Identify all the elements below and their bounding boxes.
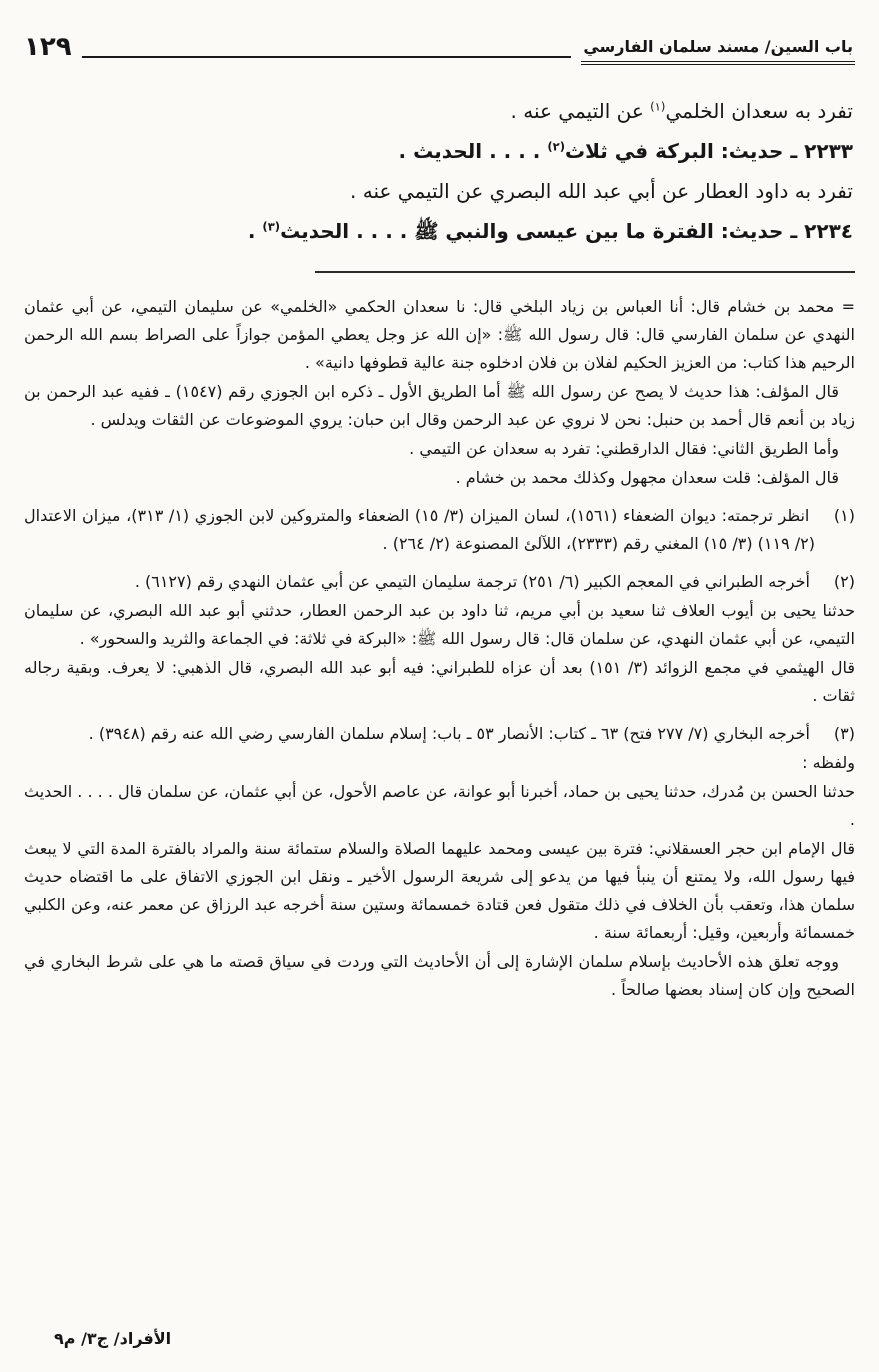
- footnote-paragraph: (٣) أخرجه البخاري (٧/ ٢٧٧ فتح) ٦٣ ـ كتاب: الأنصار ٥٣ ـ باب: إسلام سلمان الفارسي رضي الله عنه رقم (٣٩٤٨) .: [24, 720, 855, 748]
- footnote-paragraph: قال الهيثمي في مجمع الزوائد (٣/ ١٥١) بعد أن عزاه للطبراني: فيه أبو عبد الله البصري، قال الذهبي: لا يعرف. وبقية رجاله ثقات .: [24, 658, 856, 705]
- footnote-paragraph: ولفظه :: [802, 753, 855, 772]
- text-segment: ٢٢٣٣ ـ حديث: البركة في ثلاث: [565, 139, 853, 163]
- footnote-ref: (٣): [262, 219, 281, 234]
- text-segment: .: [247, 219, 263, 243]
- footnote-ref: (٢): [547, 139, 566, 154]
- footnote-continuation: [24, 293, 855, 492]
- page-footer: [54, 1329, 171, 1348]
- text-segment: تفرد به داود العطار عن أبي عبد الله البصري عن التيمي عنه .: [350, 179, 853, 203]
- footnote-marker: (٣): [833, 724, 855, 743]
- volume-label: الأفراد/ ج٣/ م٩: [54, 1329, 172, 1348]
- text-segment: ٢٢٣٤ ـ حديث: الفترة ما بين عيسى والنبي ﷺ . . . . الحديث: [280, 219, 853, 243]
- footnote-marker: =: [841, 297, 855, 316]
- text-segment: تفرد به سعدان الخلمي: [665, 99, 853, 123]
- footnote-paragraph: حدثنا الحسن بن مُدرك، حدثنا يحيى بن حماد، أخبرنا أبو عوانة، عن عاصم الأحول، عن أبي عثمان، عن سلمان قال . . . . الحديث .: [24, 782, 855, 829]
- footnote-paragraph: حدثنا يحيى بن أيوب العلاف ثنا سعيد بن أبي مريم، ثنا داود بن عبد الرحمن العطار، حدثني أبو عبد الله البصري، عن سليمان التيمي، عن أبي عثمان النهدي، عن سلمان قال: قال رسول الله ﷺ: «البركة في ثلاثة: في الجماعة والثريد والسحور» .: [24, 601, 855, 648]
- page-header: [24, 32, 855, 65]
- hadith-line: [26, 211, 853, 251]
- footnote-paragraph: ووجه تعلق هذه الأحاديث بإسلام سلمان الإشارة إلى أن الأحاديث التي وردت في سياق قصته ما هي على شرط البخاري في الصحيح وإن كان إسناد بعضها صالحاً .: [24, 952, 855, 999]
- footnote-marker: (٢): [833, 572, 855, 591]
- footnote-1: [24, 502, 855, 558]
- footnote-2: [24, 568, 855, 710]
- chapter-title: باب السين/ مسند سلمان الفارسي: [581, 37, 855, 65]
- text-segment: . . . . الحديث .: [398, 139, 548, 163]
- footnote-ref: (١): [650, 99, 666, 114]
- footnote-separator: [315, 271, 855, 273]
- footnote-paragraph: = محمد بن خشام قال: أنا العباس بن زياد البلخي قال: نا سعدان الحكمي «الخلمي» عن سليمان التيمي، عن أبي عثمان النهدي عن سلمان الفارسي قال: قال رسول الله ﷺ: «إن الله عز وجل يعطي المؤمن جوازاً على الصراط بسم الله الرحمن الرحيم هذا كتاب: من العزيز الحكيم لفلان بن فلان ادخلوه جنة عالية قطوفها دانية» .: [24, 297, 855, 372]
- hadith-line: [26, 131, 853, 171]
- footnote-paragraph: قال المؤلف: قلت سعدان مجهول وكذلك محمد بن خشام .: [455, 468, 839, 487]
- footnote-paragraph: وأما الطريق الثاني: فقال الدارقطني: تفرد به سعدان عن التيمي .: [409, 439, 839, 458]
- page-number: ١٢٩: [24, 32, 72, 62]
- header-rule: [82, 56, 572, 58]
- footnote-paragraph: قال المؤلف: هذا حديث لا يصح عن رسول الله ﷺ أما الطريق الأول ـ ذكره ابن الجوزي رقم (١٥٤٧) ـ ففيه عبد الرحمن بن زياد بن أنعم قال أحمد بن حنبل: نحن لا نروي عن عبد الرحمن وقال ابن حبان: يروي الموضوعات عن الثقات ويدلس .: [24, 382, 855, 429]
- text-segment: عن التيمي عنه .: [510, 99, 651, 123]
- footnote-paragraph: (١) انظر ترجمته: ديوان الضعفاء (١٥٦١)، لسان الميزان (٣/ ١٥) الضعفاء والمتروكين لابن الجوزي (١/ ٣١٣)، ميزان الاعتدال (٢/ ١١٩) (٣/ ١٥) المغني رقم (٢٣٣٣)، اللآلئ المصنوعة (٢/ ٢٦٤) .: [24, 502, 855, 558]
- footnote-3: [24, 720, 855, 1004]
- main-text: [26, 91, 853, 251]
- footnote-marker: (١): [833, 506, 856, 525]
- footnote-paragraph: (٢) أخرجه الطبراني في المعجم الكبير (٦/ ٢٥١) ترجمة سليمان التيمي عن أبي عثمان النهدي رقم (٦١٢٧) .: [24, 568, 855, 596]
- footnotes: [24, 293, 855, 1004]
- footnote-paragraph: قال الإمام ابن حجر العسقلاني: فترة بين عيسى ومحمد عليهما الصلاة والسلام ستمائة سنة والمراد بالفترة المدة التي لا يبعث فيها رسول الله، ولا يمتنع أن ينبأ فيها من يدعو إلى شريعة الرسول الأخير ـ ونقل ابن الجوزي الاتفاق على ما اقتضاه حديث سلمان هذا، وتعقب بأن الخلاف في ذلك متقول فعن قتادة خمسمائة وستين سنة أخرجه عبد الرزاق عن معمر عنه، وعن الكلبي خمسمائة وأربعين، وقيل: أربعمائة سنة .: [24, 839, 855, 942]
- hadith-line: [26, 91, 853, 131]
- hadith-line: [26, 171, 853, 211]
